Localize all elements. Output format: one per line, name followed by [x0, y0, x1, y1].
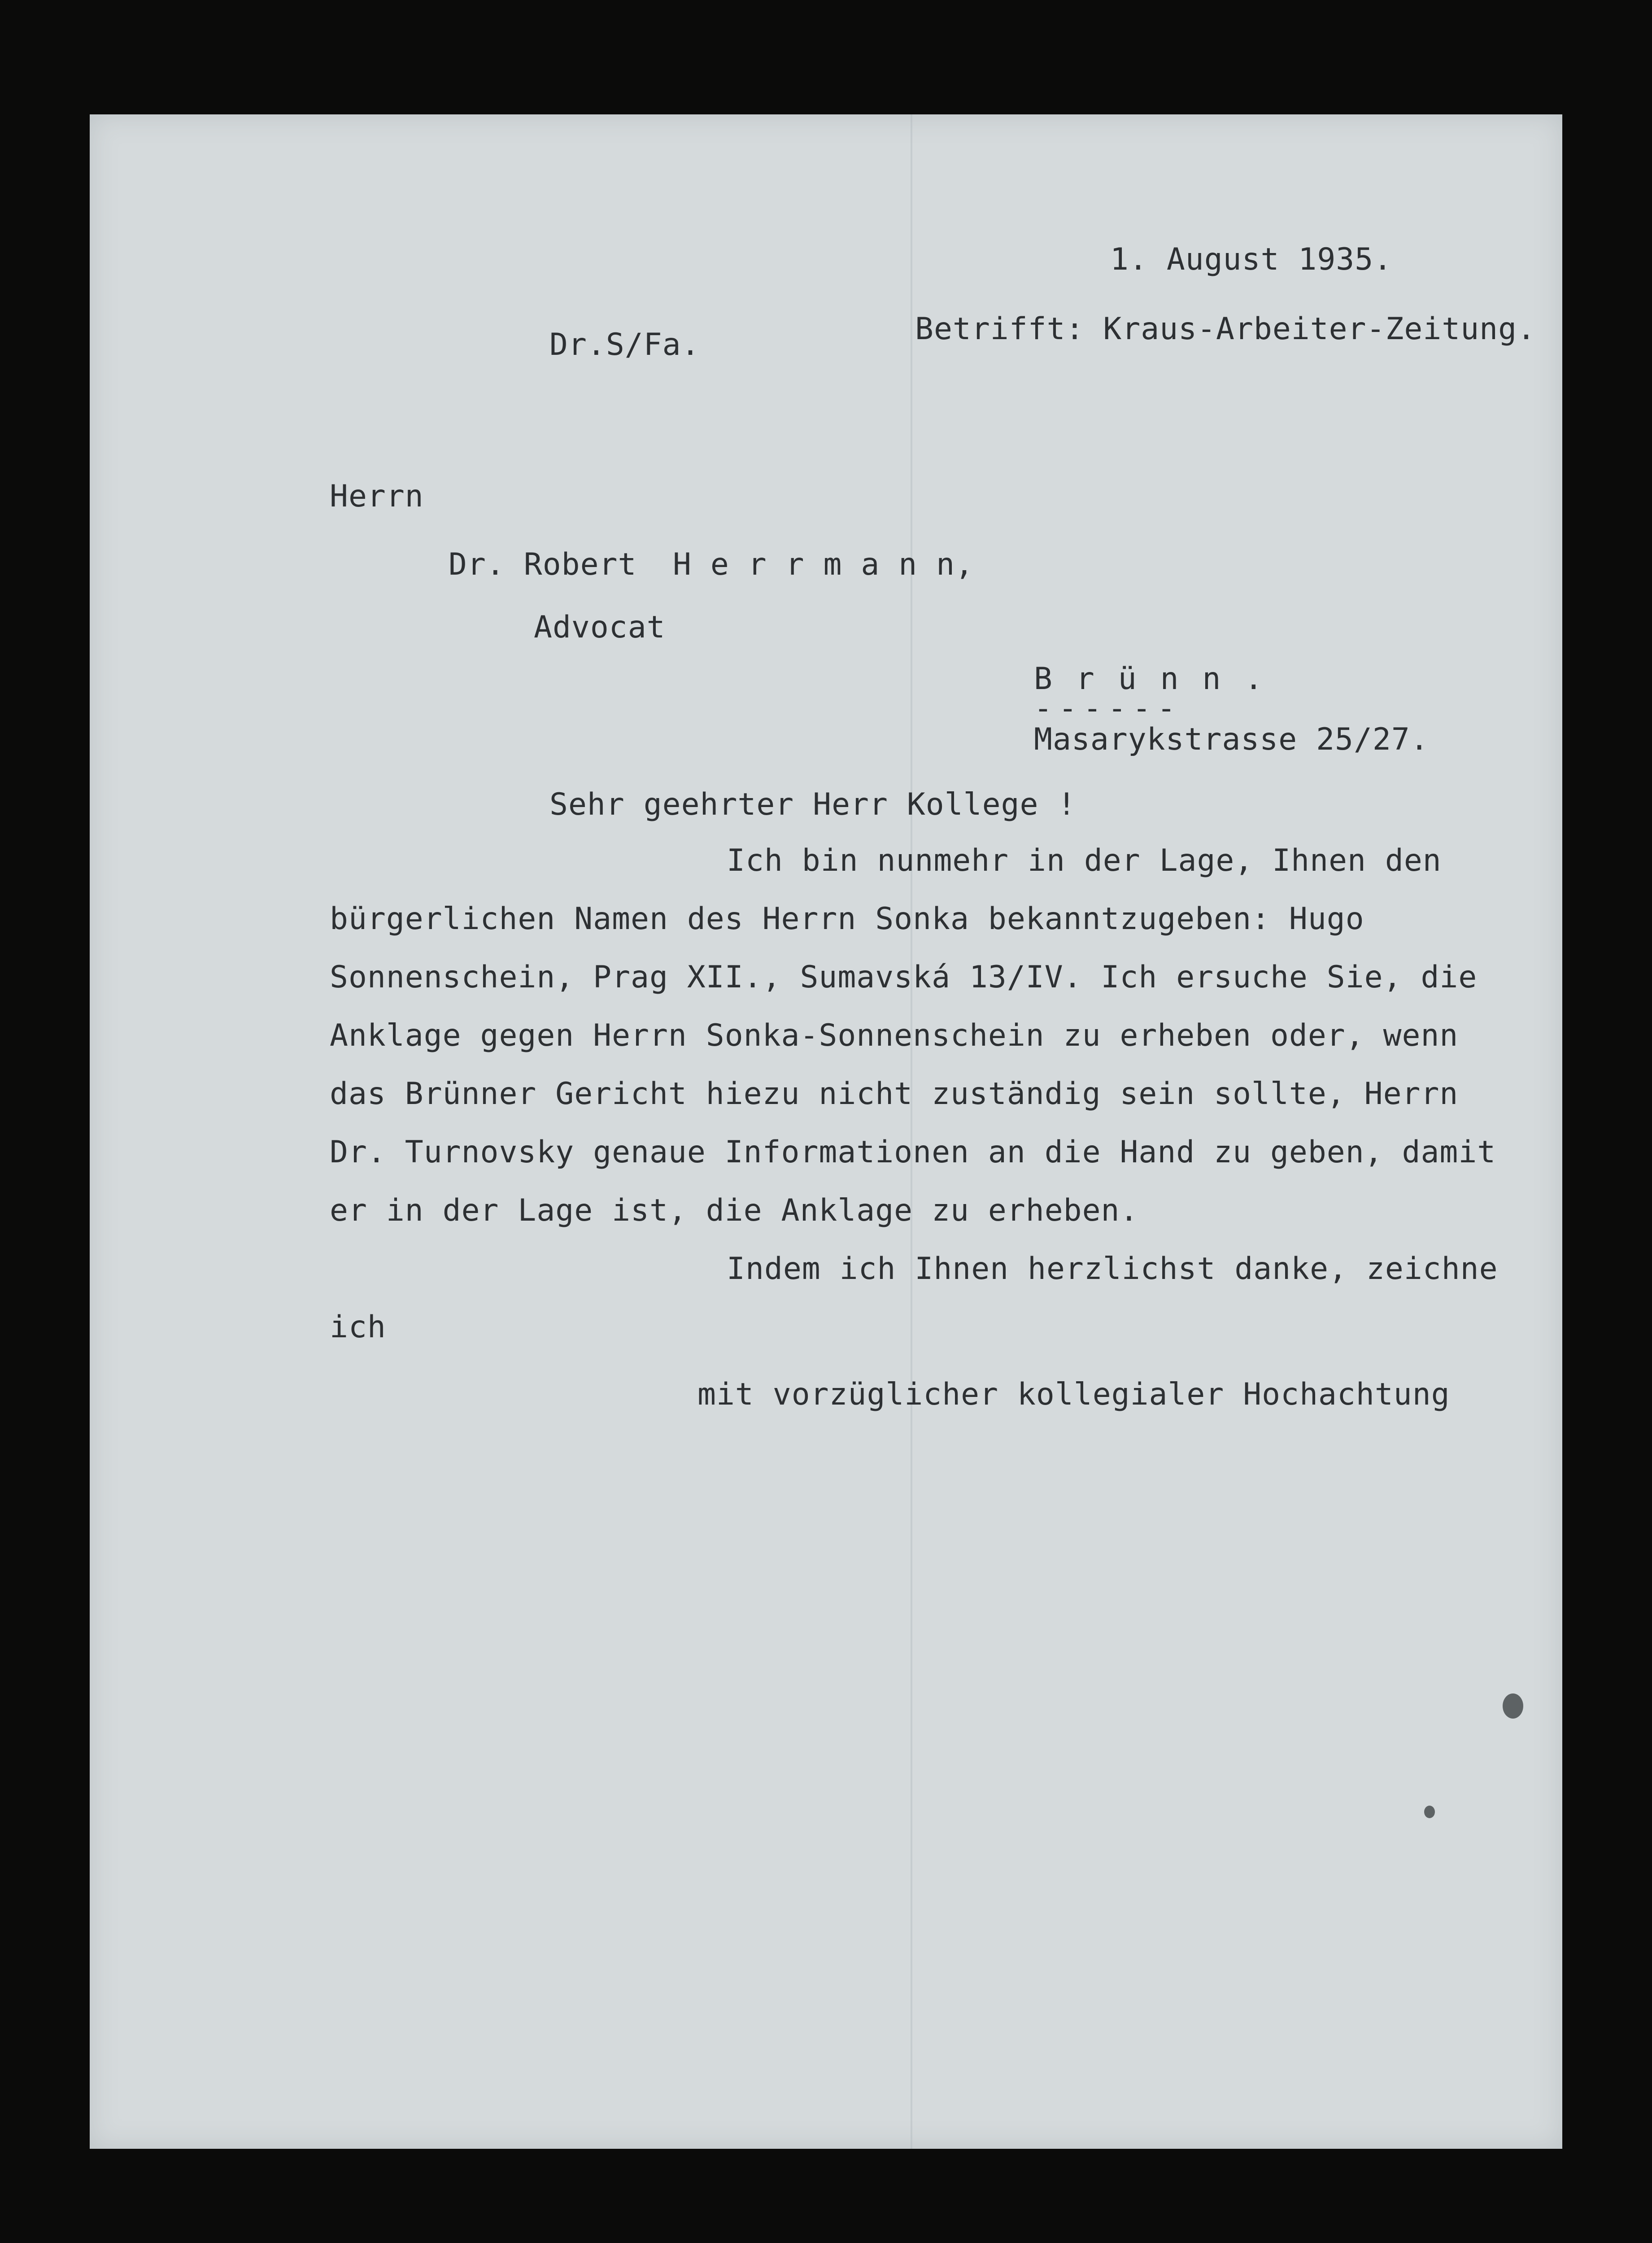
paper-stain	[1424, 1806, 1435, 1818]
recipient-city: B r ü n n .	[1034, 661, 1266, 697]
paper-fold-line	[911, 114, 912, 2149]
letter-page	[90, 114, 1562, 2149]
recipient-surname: H e r r m a n n,	[673, 547, 974, 582]
body-line: Anklage gegen Herrn Sonka-Sonnenschein zu erheben oder, wenn	[330, 1018, 1459, 1053]
recipient-name-prefix: Dr. Robert	[449, 547, 637, 582]
body-line: bürgerlichen Namen des Herrn Sonka bekanntzugeben: Hugo	[330, 901, 1364, 937]
recipient-title: Advocat	[534, 610, 666, 645]
body-line: Sonnenschein, Prag XII., Sumavská 13/IV. Ich ersuche Sie, die	[330, 960, 1478, 995]
paper-stain	[1503, 1693, 1523, 1719]
recipient-street: Masarykstrasse 25/27.	[1034, 722, 1429, 757]
city-underline: ------	[1034, 691, 1182, 726]
body-line: Ich bin nunmehr in der Lage, Ihnen den	[727, 843, 1442, 878]
body-line: Dr. Turnovsky genaue Informationen an die Hand zu geben, damit	[330, 1135, 1496, 1170]
closing-line: Indem ich Ihnen herzlichst danke, zeichne	[727, 1251, 1498, 1287]
recipient-salutation: Herrn	[330, 479, 424, 514]
letter-subject: Betrifft: Kraus-Arbeiter-Zeitung.	[915, 311, 1536, 347]
closing-line: ich	[330, 1309, 386, 1345]
body-line: das Brünner Gericht hiezu nicht zuständig sein sollte, Herrn	[330, 1076, 1459, 1112]
body-line: er in der Lage ist, die Anklage zu erheben.	[330, 1193, 1139, 1228]
letter-valediction: mit vorzüglicher kollegialer Hochachtung	[697, 1377, 1450, 1412]
letter-greeting: Sehr geehrter Herr Kollege !	[549, 787, 1077, 822]
letter-reference: Dr.S/Fa.	[549, 327, 700, 362]
letter-date: 1. August 1935.	[1110, 242, 1393, 277]
